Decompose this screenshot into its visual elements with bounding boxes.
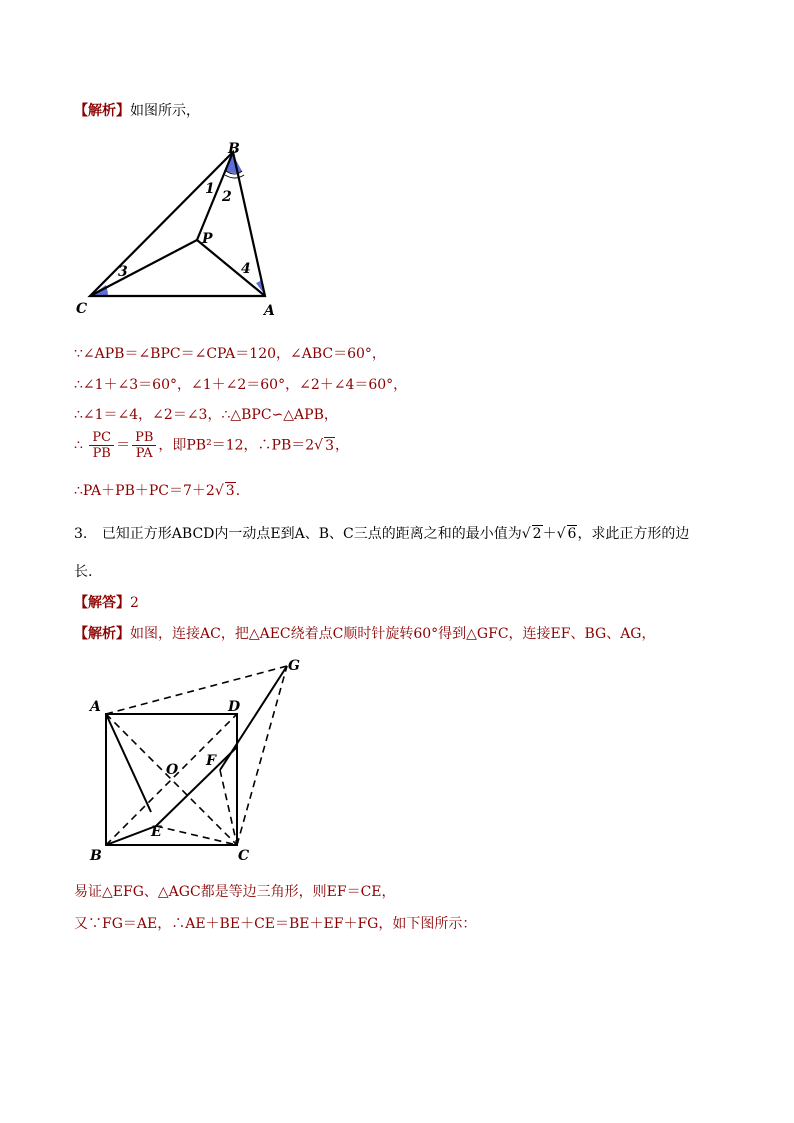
label-b: B xyxy=(228,141,240,157)
analysis-2-line xyxy=(74,623,656,643)
label-angle-3: 3 xyxy=(118,264,128,280)
label-D2: D xyxy=(228,699,241,715)
label-angle-2: 2 xyxy=(222,189,232,205)
conclusion-2: 又∵FG＝AE，∴AE＋BE＋CE＝BE＋EF＋FG，如下图所示： xyxy=(74,916,477,932)
analysis-tag-2: 【解析】 xyxy=(74,626,130,642)
answer-value: 2 xyxy=(130,595,139,611)
step-3: ∴∠1＝∠4，∠2＝∠3，∴△BPC∽△APB， xyxy=(74,407,338,423)
label-O2: O xyxy=(166,762,179,778)
fraction-pc-pb: $\frac{PC}{PB}$ xyxy=(89,430,114,461)
step-2: ∴∠1＋∠3＝60°，∠1＋∠2＝60°，∠2＋∠4＝60°， xyxy=(74,377,408,393)
label-angle-1: 1 xyxy=(205,181,215,197)
square-figure xyxy=(80,650,320,870)
analysis-1-line xyxy=(74,100,200,120)
problem-text-a: 已知正方形ABCD内一动点E到A、B、C三点的距离之和的最小值为 xyxy=(101,526,522,542)
label-G2: G xyxy=(288,658,300,674)
analysis-2-text: 如图，连接AC，把△AEC绕着点C顺时针旋转60°得到△GFC，连接EF、BG、AG， xyxy=(130,626,656,642)
answer-tag: 【解答】 xyxy=(74,595,130,611)
problem-number: 3. xyxy=(74,526,88,542)
label-c: C xyxy=(76,301,88,317)
problem-3-cont: 长. xyxy=(74,564,93,580)
label-angle-4: 4 xyxy=(241,261,251,277)
step-4: ∴ $\frac{PC}{PB}$ ＝ $\frac{PB}{PA}$ ，即PB²＝12，∴PB＝2√ 3， xyxy=(74,430,349,461)
analysis-intro: 如图所示， xyxy=(130,103,200,119)
problem-3: 3. 已知正方形ABCD内一动点E到A、B、C三点的距离之和的最小值为√ 2＋√ 6，求此正方形的边 xyxy=(74,526,690,542)
sqrt-3-b: 3 xyxy=(225,483,235,499)
problem-text-b: ，求此正方形的边 xyxy=(577,526,690,542)
triangle-figure xyxy=(70,135,290,325)
label-F2: F xyxy=(206,753,216,769)
answer-line xyxy=(74,592,139,612)
label-p: P xyxy=(202,231,213,247)
analysis-tag: 【解析】 xyxy=(74,103,130,119)
sqrt-3: 3 xyxy=(325,437,334,454)
step-5: ∴PA＋PB＋PC＝7＋2√ 3. xyxy=(74,483,241,499)
label-E2: E xyxy=(151,824,162,840)
label-A2: A xyxy=(90,699,101,715)
fraction-pb-pa: $\frac{PB}{PA}$ xyxy=(132,430,156,461)
label-C2: C xyxy=(238,848,250,864)
conclusion-1: 易证△EFG、△AGC都是等边三角形，则EF＝CE， xyxy=(74,884,396,900)
label-a: A xyxy=(264,303,275,319)
label-B2: B xyxy=(90,848,102,864)
step-1: ∵∠APB＝∠BPC＝∠CPA＝120，∠ABC＝60°， xyxy=(74,346,386,362)
